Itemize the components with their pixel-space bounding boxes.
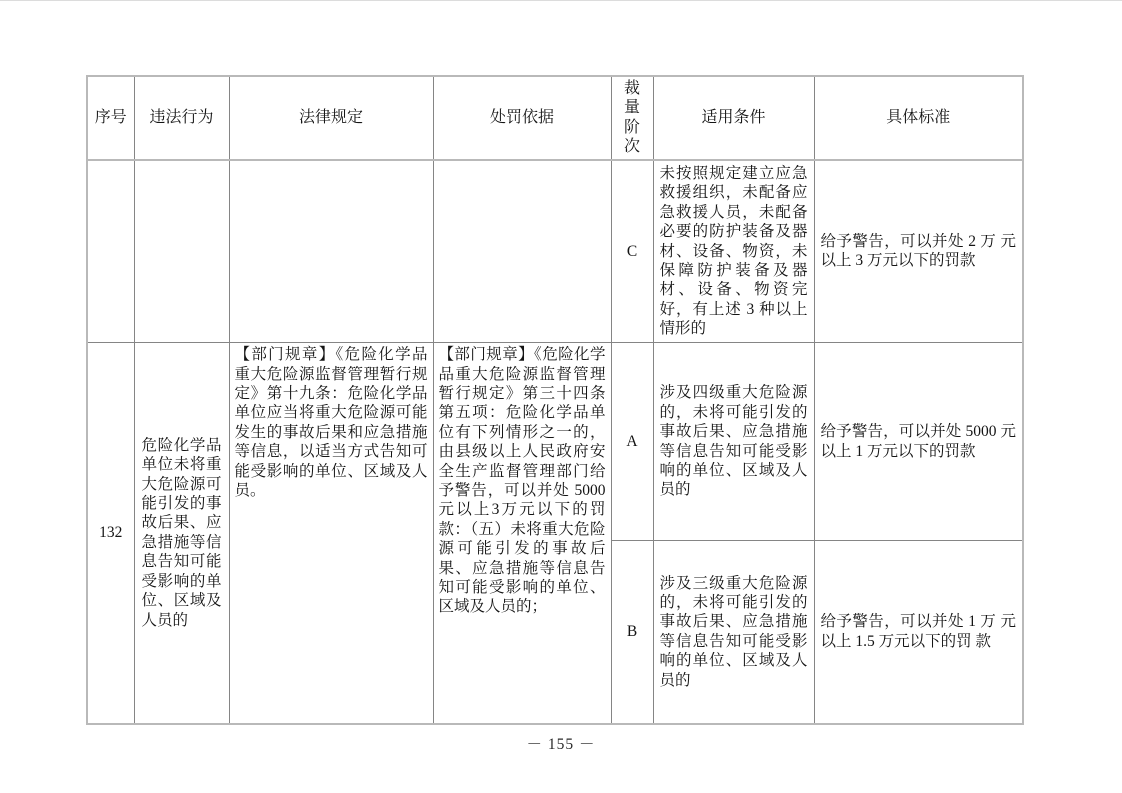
illegal-behavior-cell: 危险化学品单位未将重大危险源可能引发的事故后果、应急措施等信息告知可能受影响的单位、区域及人员的 bbox=[134, 343, 229, 724]
col-header-penalty-basis: 处罚依据 bbox=[433, 76, 611, 160]
col-header-legal-provision: 法律规定 bbox=[229, 76, 433, 160]
law-cell-empty bbox=[229, 160, 433, 343]
col-header-applicable-condition: 适用条件 bbox=[653, 76, 814, 160]
col-header-specific-standard: 具体标准 bbox=[814, 76, 1023, 160]
continuation-row-level-c bbox=[87, 160, 1023, 343]
col-header-seq: 序号 bbox=[87, 76, 134, 160]
applicable-condition-cell: 涉及四级重大危险源的，未将可能引发的事故后果、应急措施等信息告知可能受影响的单位、区域及人员的 bbox=[653, 343, 814, 541]
applicable-condition-cell: 未按照规定建立应急救援组织，未配备应急救援人员，未配备必要的防护装备及器材、设备、物资，未保障防护装备及器材、设备、物资完好，有上述 3 种以上情形的 bbox=[653, 160, 814, 343]
penalty-discretion-table bbox=[86, 75, 1024, 725]
legal-provision-cell: 【部门规章】《危险化学品重大危险源监督管理暂行规定》第十九条：危险化学品单位应当将重大危险源可能发生的事故后果和应急措施等信息，以适当方式告知可能受影响的单位、区域及人员。 bbox=[229, 343, 433, 724]
discretion-level-cell: A bbox=[611, 343, 653, 541]
discretion-level-cell: C bbox=[611, 160, 653, 343]
specific-standard-cell: 给予警告，可以并处 2 万 元以上 3 万元以下的罚款 bbox=[814, 160, 1023, 343]
seq-cell: 132 bbox=[87, 343, 134, 724]
penalty-basis-cell: 【部门规章】《危险化学品重大危险源监督管理暂行规定》第三十四条第五项：危险化学品单位有下列情形之一的，由县级以上人民政府安全生产监督管理部门给予警告，可以并处 5000元以上3万元以下的罚款：（五）未将重大危险源可能引发的事故后果、应急措施等信息告知可能受影响的单位、区域及人员的； bbox=[433, 343, 611, 724]
seq-cell-empty bbox=[87, 160, 134, 343]
behavior-cell-empty bbox=[134, 160, 229, 343]
col-header-illegal-behavior: 违法行为 bbox=[134, 76, 229, 160]
page-number: － 155 － bbox=[526, 736, 596, 753]
entry-132-subrow-a bbox=[87, 343, 1023, 541]
discretion-level-cell: B bbox=[611, 541, 653, 724]
specific-standard-cell: 给予警告，可以并处 5000 元以上 1 万元以下的罚款 bbox=[814, 343, 1023, 541]
specific-standard-cell: 给予警告，可以并处 1 万 元以上 1.5 万元以下的罚 款 bbox=[814, 541, 1023, 724]
col-header-discretion-level: 裁量阶次 bbox=[611, 76, 653, 160]
basis-cell-empty bbox=[433, 160, 611, 343]
applicable-condition-cell: 涉及三级重大危险源的，未将可能引发的事故后果、应急措施等信息告知可能受影响的单位、区域及人员的 bbox=[653, 541, 814, 724]
page-top-edge-line bbox=[0, 0, 1122, 1]
table-header-row bbox=[87, 76, 1023, 160]
